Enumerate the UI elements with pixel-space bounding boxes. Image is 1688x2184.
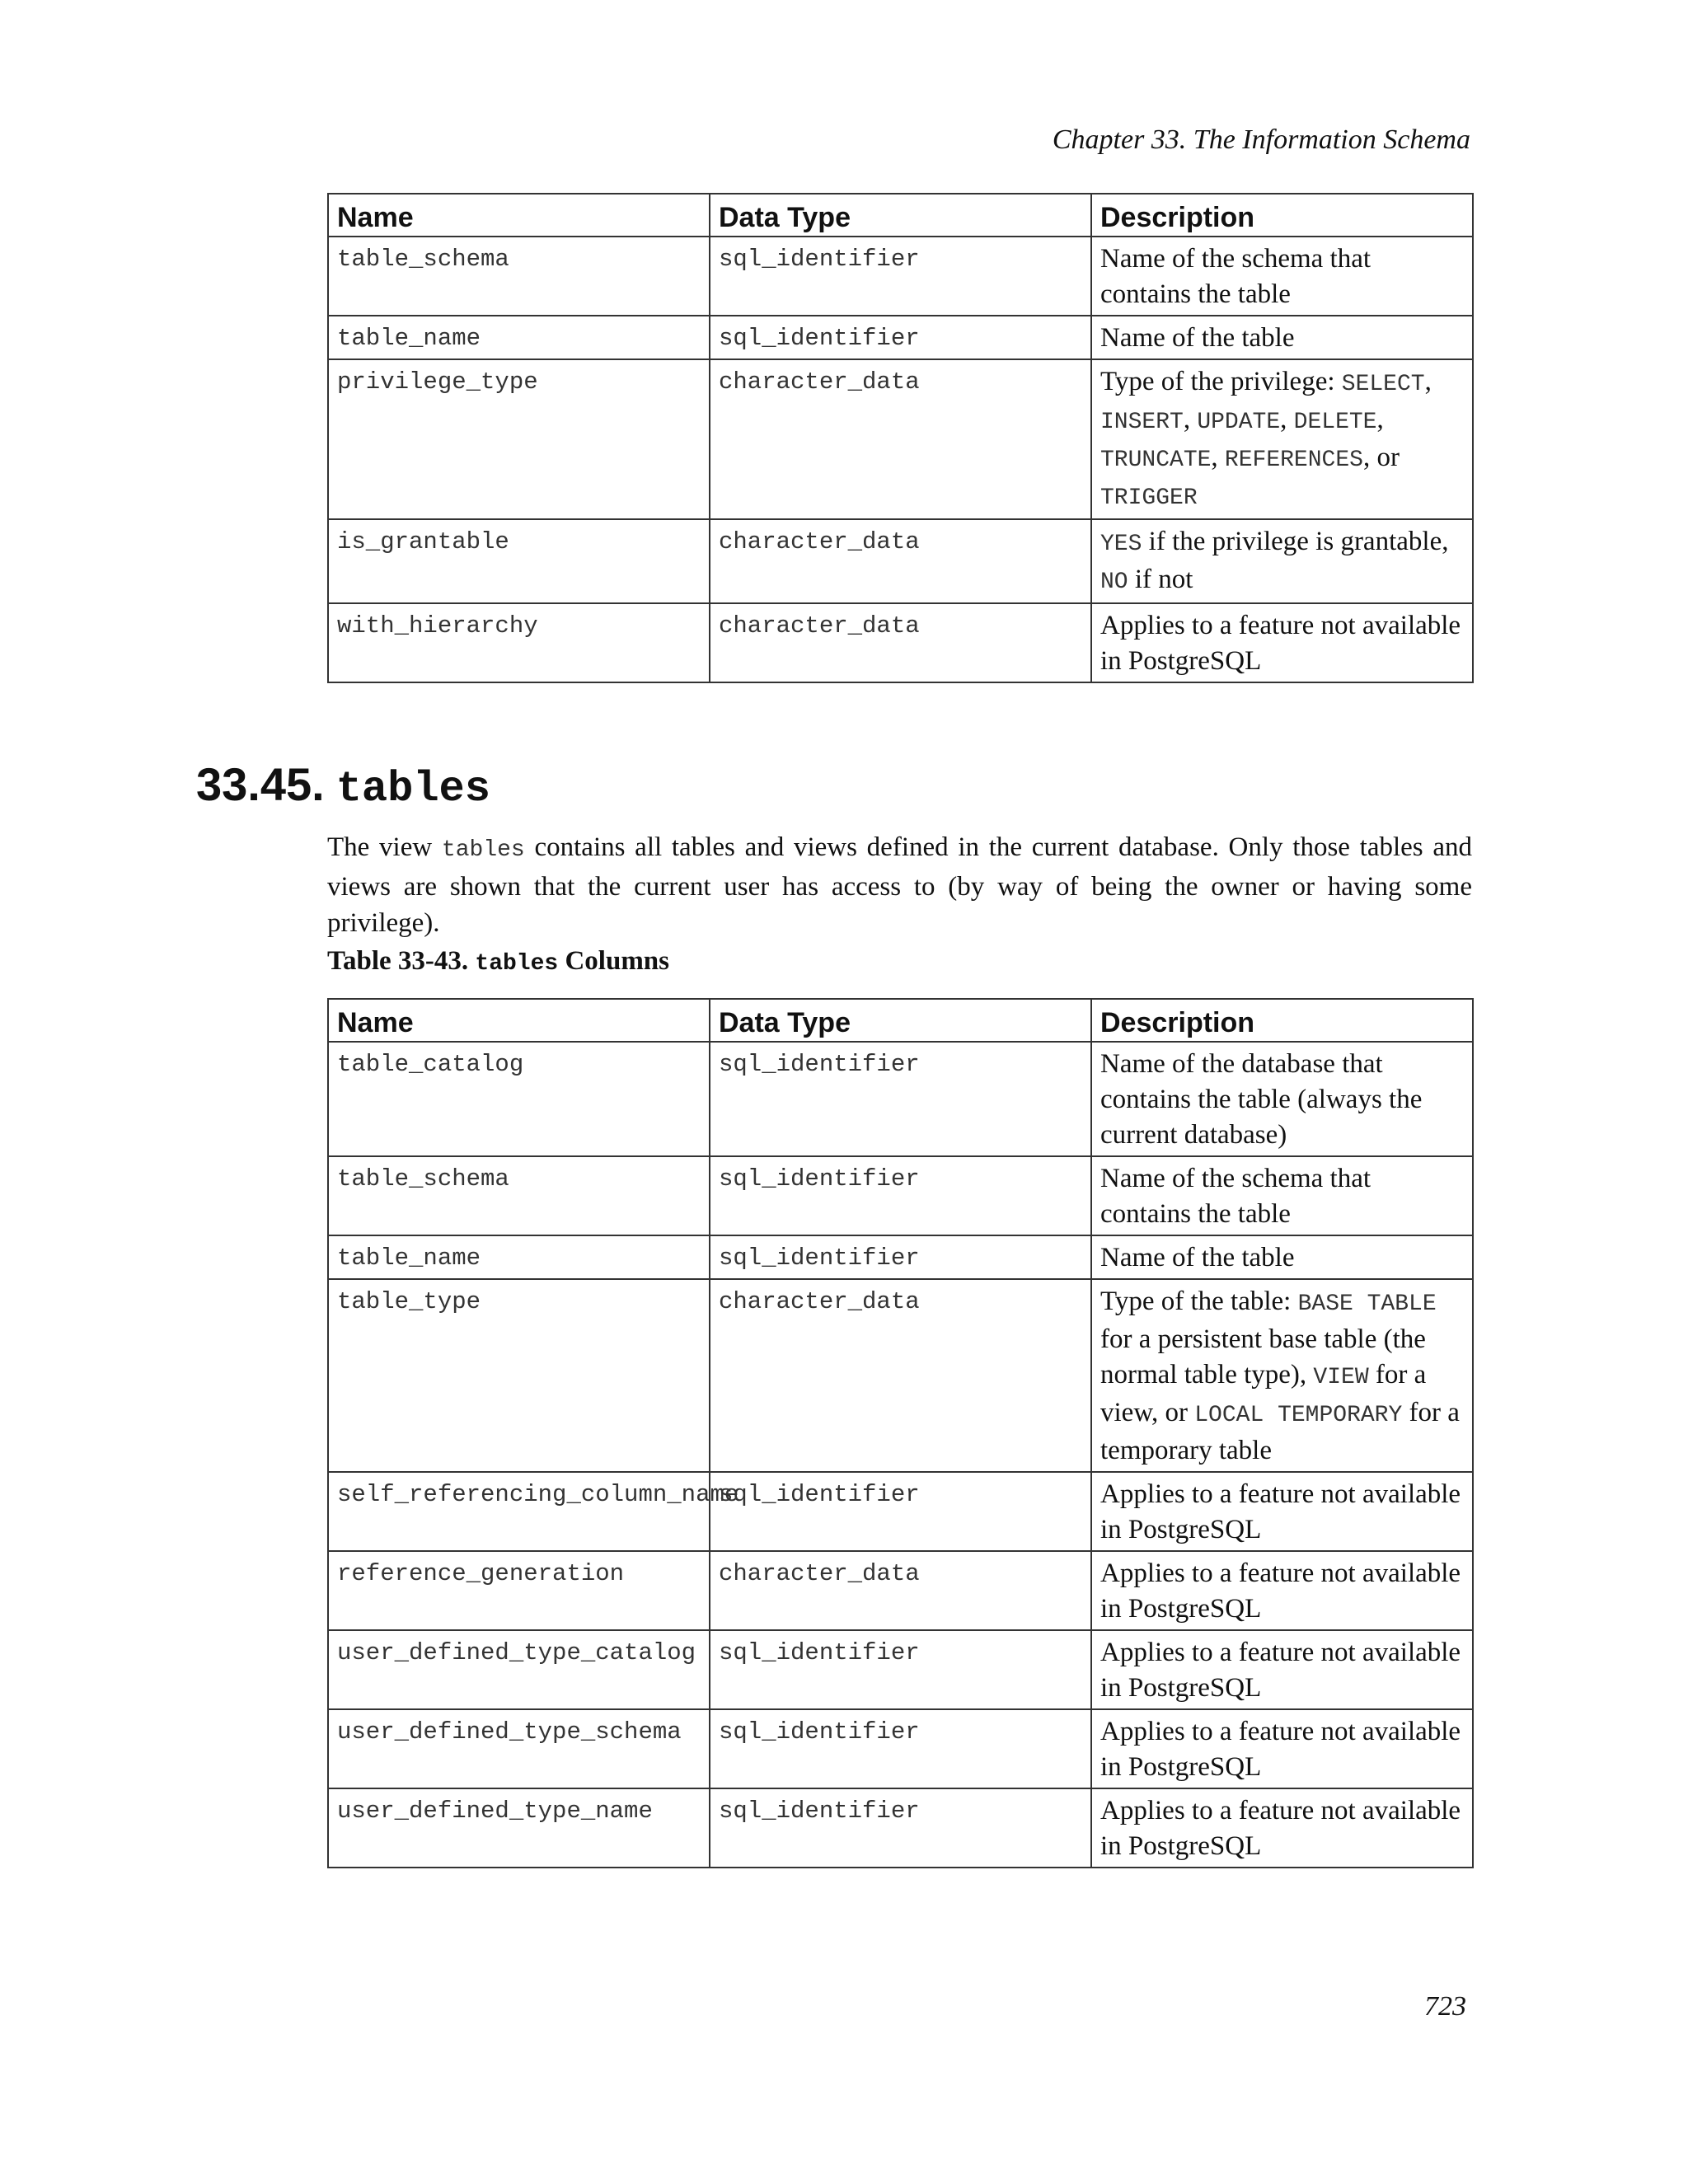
desc-text: Type of the privilege: xyxy=(1100,367,1342,396)
table-row xyxy=(328,1709,1473,1788)
column-header-name: Name xyxy=(328,999,710,1042)
section-heading xyxy=(196,757,490,815)
running-header: Chapter 33. The Information Schema xyxy=(1052,124,1470,155)
code-view: VIEW xyxy=(1313,1365,1369,1390)
table-row xyxy=(328,1472,1473,1551)
cell-type: sql_identifier xyxy=(710,1156,1091,1235)
cell-type: character_data xyxy=(710,603,1091,682)
code-delete: DELETE xyxy=(1293,410,1377,435)
cell-type: character_data xyxy=(710,1551,1091,1630)
cell-description: Applies to a feature not available in PostgreSQL xyxy=(1091,1630,1473,1709)
table-header-row xyxy=(328,194,1473,237)
cell-description: Name of the schema that contains the table xyxy=(1091,237,1473,316)
table-row xyxy=(328,1279,1473,1472)
cell-type: character_data xyxy=(710,359,1091,519)
code-base-table: BASE TABLE xyxy=(1297,1291,1437,1317)
desc-text: for a temporary table xyxy=(1100,1398,1460,1465)
sep: , xyxy=(1211,443,1225,472)
desc-text: if not xyxy=(1128,565,1193,594)
table-row xyxy=(328,316,1473,359)
cell-name: table_catalog xyxy=(328,1042,710,1156)
cell-description xyxy=(1091,519,1473,603)
sep: , xyxy=(1183,405,1198,434)
code-references: REFERENCES xyxy=(1224,448,1363,473)
desc-text: for a view, or xyxy=(1100,1360,1427,1427)
table-caption xyxy=(327,943,669,982)
column-header-description: Description xyxy=(1091,999,1473,1042)
table-row xyxy=(328,359,1473,519)
code-yes: YES xyxy=(1100,532,1142,557)
cell-description: Applies to a feature not available in PostgreSQL xyxy=(1091,603,1473,682)
table-row xyxy=(328,237,1473,316)
cell-description: Name of the schema that contains the table xyxy=(1091,1156,1473,1235)
cell-type: sql_identifier xyxy=(710,1472,1091,1551)
sep: , xyxy=(1424,367,1432,396)
cell-description xyxy=(1091,1279,1473,1472)
code-local-temporary: LOCAL TEMPORARY xyxy=(1194,1403,1403,1428)
cell-type: character_data xyxy=(710,1279,1091,1472)
desc-text: Type of the table: xyxy=(1100,1286,1298,1316)
cell-type: sql_identifier xyxy=(710,1235,1091,1279)
cell-type: sql_identifier xyxy=(710,1630,1091,1709)
cell-type: sql_identifier xyxy=(710,1709,1091,1788)
sep: , xyxy=(1280,405,1294,434)
column-header-name: Name xyxy=(328,194,710,237)
cell-name: reference_generation xyxy=(328,1551,710,1630)
cell-name: table_name xyxy=(328,316,710,359)
desc-text: for a persistent base table (the normal table type), xyxy=(1100,1324,1426,1390)
cell-name: user_defined_type_name xyxy=(328,1788,710,1868)
intro-code: tables xyxy=(441,837,525,863)
cell-name: privilege_type xyxy=(328,359,710,519)
cell-name: table_schema xyxy=(328,237,710,316)
cell-description: Applies to a feature not available in PostgreSQL xyxy=(1091,1472,1473,1551)
cell-name: user_defined_type_catalog xyxy=(328,1630,710,1709)
cell-type: sql_identifier xyxy=(710,1788,1091,1868)
table-row xyxy=(328,519,1473,603)
section-intro xyxy=(327,829,1472,941)
intro-text: The view xyxy=(327,832,442,862)
table-row xyxy=(328,1788,1473,1868)
sep: , xyxy=(1376,405,1384,434)
cell-name: with_hierarchy xyxy=(328,603,710,682)
cell-description: Applies to a feature not available in PostgreSQL xyxy=(1091,1551,1473,1630)
desc-text: if the privilege is grantable, xyxy=(1142,527,1449,556)
cell-description xyxy=(1091,359,1473,519)
table-row xyxy=(328,1156,1473,1235)
caption-suffix: Columns xyxy=(558,946,670,976)
code-select: SELECT xyxy=(1341,372,1425,397)
intro-text: contains all tables and views defined in the current database. Only those tables and views are shown that the current user has access to (by way of being the owner or having some privilege). xyxy=(327,832,1473,938)
sep: , or xyxy=(1362,443,1400,472)
caption-prefix: Table 33-43. xyxy=(327,946,476,976)
table-row xyxy=(328,1042,1473,1156)
cell-name: is_grantable xyxy=(328,519,710,603)
code-truncate: TRUNCATE xyxy=(1100,448,1212,473)
privileges-table xyxy=(327,193,1474,683)
column-header-data-type: Data Type xyxy=(710,999,1091,1042)
page-number: 723 xyxy=(1424,1991,1466,2022)
tables-columns-table xyxy=(327,998,1474,1868)
code-no: NO xyxy=(1100,569,1128,595)
cell-type: sql_identifier xyxy=(710,1042,1091,1156)
cell-name: table_type xyxy=(328,1279,710,1472)
cell-description: Name of the table xyxy=(1091,1235,1473,1279)
section-number: 33.45. xyxy=(196,758,325,810)
table-row xyxy=(328,1235,1473,1279)
cell-type: sql_identifier xyxy=(710,237,1091,316)
cell-name: user_defined_type_schema xyxy=(328,1709,710,1788)
cell-name: table_schema xyxy=(328,1156,710,1235)
code-trigger: TRIGGER xyxy=(1100,485,1198,511)
cell-description: Applies to a feature not available in PostgreSQL xyxy=(1091,1709,1473,1788)
cell-type: character_data xyxy=(710,519,1091,603)
code-update: UPDATE xyxy=(1197,410,1281,435)
cell-description: Name of the table xyxy=(1091,316,1473,359)
table-row xyxy=(328,603,1473,682)
cell-description: Name of the database that contains the table (always the current database) xyxy=(1091,1042,1473,1156)
column-header-data-type: Data Type xyxy=(710,194,1091,237)
code-insert: INSERT xyxy=(1100,410,1184,435)
caption-code: tables xyxy=(475,951,559,977)
table-row xyxy=(328,1630,1473,1709)
cell-name: self_referencing_column_name xyxy=(328,1472,710,1551)
section-name: tables xyxy=(335,765,490,813)
column-header-description: Description xyxy=(1091,194,1473,237)
cell-name: table_name xyxy=(328,1235,710,1279)
cell-type: sql_identifier xyxy=(710,316,1091,359)
cell-description: Applies to a feature not available in PostgreSQL xyxy=(1091,1788,1473,1868)
table-row xyxy=(328,1551,1473,1630)
table-header-row xyxy=(328,999,1473,1042)
